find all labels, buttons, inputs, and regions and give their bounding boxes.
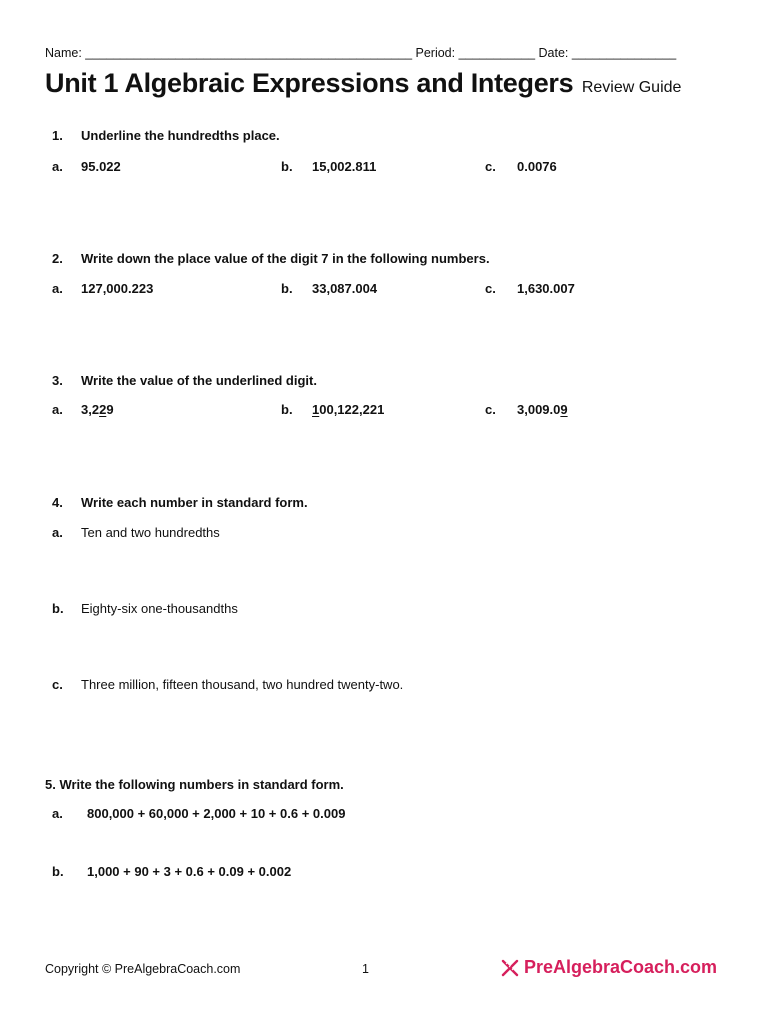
item-value: 15,002.811: [312, 159, 377, 174]
item-letter: a.: [52, 281, 63, 296]
question-number: 2.: [52, 251, 63, 266]
page-title: [45, 68, 681, 99]
question-text: Write down the place value of the digit 7 in the following numbers.: [81, 251, 490, 266]
item-letter: a.: [52, 806, 63, 821]
question-text: Write each number in standard form.: [81, 495, 308, 510]
pencil-ruler-icon: [500, 958, 520, 978]
page-number: 1: [362, 962, 369, 976]
item-letter: b.: [52, 864, 64, 879]
item-value: 1,630.007: [517, 281, 575, 296]
item-value: 0.0076: [517, 159, 557, 174]
item-value: Three million, fifteen thousand, two hundred twenty-two.: [81, 677, 404, 692]
digits-before: 3,009.0: [517, 402, 561, 417]
question-number: 1.: [52, 128, 63, 143]
name-period-date-line: Name: _______________________________________________ Period: ___________ Date: _______________: [45, 46, 677, 60]
footer-copyright: Copyright © PreAlgebraCoach.com: [45, 962, 241, 976]
underlined-digit: 9: [560, 402, 568, 417]
brand-logo: [500, 957, 717, 978]
item-letter: b.: [281, 402, 293, 417]
item-letter: b.: [52, 601, 64, 616]
underlined-digit: 2: [99, 402, 107, 417]
logo-text: PreAlgebraCoach.com: [524, 957, 718, 977]
question-number: 3.: [52, 373, 63, 388]
digits-before: 3,2: [81, 402, 100, 417]
item-letter: c.: [485, 159, 496, 174]
item-letter: c.: [485, 402, 496, 417]
question-number: 4.: [52, 495, 63, 510]
item-value: [81, 402, 114, 417]
question-text: Write the value of the underlined digit.: [81, 373, 317, 388]
underlined-digit: 1: [312, 402, 320, 417]
question-text: Underline the hundredths place.: [81, 128, 280, 143]
digits-after: 9: [106, 402, 114, 417]
item-value: 127,000.223: [81, 281, 154, 296]
item-letter: a.: [52, 159, 63, 174]
item-letter: c.: [485, 281, 496, 296]
item-value: Ten and two hundredths: [81, 525, 220, 540]
title-main: Unit 1 Algebraic Expressions and Integers: [45, 68, 574, 98]
title-subtitle: Review Guide: [581, 79, 682, 96]
item-letter: c.: [52, 677, 63, 692]
question-text: 5. Write the following numbers in standard form.: [45, 777, 344, 792]
item-letter: a.: [52, 402, 63, 417]
item-value: 95.022: [81, 159, 121, 174]
item-value: Eighty-six one-thousandths: [81, 601, 238, 616]
item-letter: b.: [281, 159, 293, 174]
item-value: 800,000 + 60,000 + 2,000 + 10 + 0.6 + 0.009: [87, 806, 346, 821]
item-value: 33,087.004: [312, 281, 378, 296]
item-letter: a.: [52, 525, 63, 540]
item-value: 1,000 + 90 + 3 + 0.6 + 0.09 + 0.002: [87, 864, 292, 879]
digits-after: 00,122,221: [319, 402, 385, 417]
item-value: [312, 402, 384, 417]
item-value: [517, 402, 568, 417]
item-letter: b.: [281, 281, 293, 296]
